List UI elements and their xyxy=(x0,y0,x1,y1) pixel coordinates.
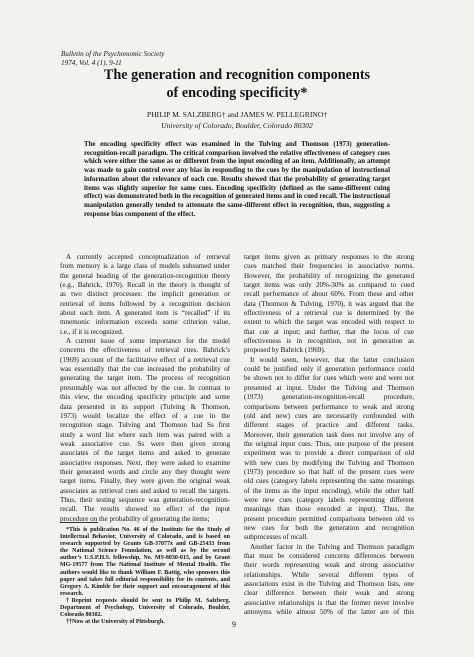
footnote-divider xyxy=(60,522,98,523)
body-text-line: their generated words and circle any they thought were xyxy=(60,467,230,476)
journal-name: Bulletin of the Psychonomic Society xyxy=(61,50,165,58)
body-text-line: presented at input. Under the Tulving and Thomson xyxy=(244,383,414,392)
body-text-line: that must be considered concerns differences between xyxy=(244,552,414,560)
article-title xyxy=(61,66,413,102)
body-text-line: A currently accepted conceptualization of retrieval xyxy=(66,253,230,261)
body-text-line: recall performance of about 60%. From these and other xyxy=(244,290,414,299)
body-text-line: this view, the encoding specificity principle and some xyxy=(60,393,230,402)
body-text-line: target items. Finally, they were given the original weak xyxy=(60,477,230,486)
body-text-line: comparisons between performance to weak and strong xyxy=(244,402,414,411)
body-text-line: concerns the effectiveness of retrieval cues. Bahrick’s xyxy=(60,346,230,355)
body-text-line: study a word list where each item was paired with a xyxy=(60,430,230,439)
body-text-line: associates as retrieval cues and asked to recall the targets. xyxy=(60,486,230,495)
body-text-line: associates of the target items and asked to generate xyxy=(60,449,230,458)
body-text-line: data presented in its support (Tulving & Thomson, xyxy=(60,402,230,411)
footnote-line: ††Now at the University of Pittsburgh. xyxy=(66,619,165,626)
body-text-line: proposed by Bahrick (1969). xyxy=(244,346,326,355)
body-text-line: experiment was to provide a direct comparison of old xyxy=(244,449,414,458)
page-number: 9 xyxy=(232,620,236,629)
body-text-line: cues matched their frequencies in associative norms. xyxy=(244,262,414,271)
body-text-line: from memory is a large class of models subsumed under xyxy=(60,262,230,271)
body-text-line: weak associative cue. Ss were then given strong xyxy=(60,439,230,448)
body-text-line: clear difference between their weak and strong xyxy=(244,589,414,598)
body-text-line: Thus, their testing sequence was generation-recognition- xyxy=(60,495,230,504)
body-text-line: be shown not to differ for cues which were and were not xyxy=(244,374,414,383)
body-text-line: recall. The results showed no effect of the input xyxy=(60,505,230,514)
abstract: The encoding specificity effect was examined in the Tulving and Thomson (1973) generation-recognition-recall paradigm. The critical comparison involved the relative effectiveness of category cues which were either the same as or different from the input encoding of an item. Additionally, an attempt was made to gain control over any bias in responding to the cues by the manipulation of instructional information about the relevance of each cue. Results showed that the probability of generating target items was slightly superior for same cues. Encoding specificity (defined as the same-different cuing effect) was demonstrated both in the recognition of generated items and in cued recall. The instructional manipulation generally tended to attenuate the same-different effect in recognition, thus, suggesting a response bias component of the effect. xyxy=(84,141,390,218)
footnote-line: authors would like to thank William F. Battig, who sponsors this xyxy=(60,569,230,576)
body-text-line: target items given as primary responses to the strong xyxy=(244,253,414,261)
body-text-line: associative responses. Next, they were asked to examine xyxy=(60,458,230,467)
author-names: PHILIP M. SALZBERG† and JAMES W. PELLEGRINO† xyxy=(146,110,328,119)
body-text-line: old cues (category labels representing the same meanings xyxy=(244,477,414,486)
body-text-line: A current issue of some importance for the model xyxy=(66,337,230,346)
body-text-line: associations exist in the Tulving and Thomson lists, one xyxy=(244,580,414,589)
body-text-line: (1969) account of the facilitative effect of a retrieval cue xyxy=(60,355,230,364)
body-text-line: with new cues by modifying the Tulving and Thomson xyxy=(244,458,414,467)
footnote-line: *This is publication No. 46 of the Institute for the Study of xyxy=(66,527,230,533)
body-text-line: (old and new) cues are necessarily confounded with xyxy=(244,411,414,420)
footnote-line: Colorado 80302. xyxy=(60,612,102,619)
body-text-line: were new cues (category labels representing different xyxy=(244,495,414,504)
body-text-line: (1973) generation-recognition-recall procedure, xyxy=(244,393,414,402)
body-text-line: the original input cues. Thus, one purpose of the present xyxy=(244,439,414,448)
footnotes xyxy=(60,527,230,626)
body-text-line: It would seem, however, that the latter conclusion xyxy=(250,355,414,364)
body-text-line: about each item. A generated item is “recalled” if its xyxy=(60,309,230,318)
body-text-line: could be justified only if generation performance could xyxy=(244,365,414,374)
body-text-line: recognition stage. Tulving and Thomson had Ss first xyxy=(60,421,230,430)
body-text-line: target items was only 20%-30% as compared to cued xyxy=(244,281,414,290)
body-text-line: effectiveness is in recognition, not in generation as xyxy=(244,337,414,346)
footnote-line: research supported by Grants GB-37077x and GB-25433 from xyxy=(60,541,230,548)
left-column-body xyxy=(60,253,230,524)
footnote-line: MG-19577 from The National Institute of Mental Health. The xyxy=(60,562,230,569)
body-text-line: generating the target item. The process of recognition xyxy=(60,374,230,383)
body-text-line: presumably was not affected by the cue. In contrast to xyxy=(60,383,230,392)
body-text-line: subprocesses of recall. xyxy=(244,533,309,542)
body-text-line: that cue at input; and further, that the locus of cue xyxy=(244,327,414,336)
footnote-line: Intellectual Behavior, University of Colorado, and is based on xyxy=(60,534,230,541)
footnote-line: †Reprint requests should be sent to Philip M. Salzberg, xyxy=(66,597,230,604)
body-text-line: relationships. While several different types of xyxy=(244,570,414,579)
footnote-line: Gregory A. Kimble for their support and encouragement of this xyxy=(60,583,230,590)
body-text-line: retrieval of items followed by a recognition decision xyxy=(60,299,230,308)
footnote-line: paper and takes full editorial responsibility for its contents, and xyxy=(60,576,230,583)
body-text-line: the general heading of the generation-recognition theory xyxy=(60,271,230,280)
body-text-line: their words representing weak and strong associative xyxy=(244,561,414,570)
footnote-line: author’s U.S.P.H.S. fellowship, No. MS-8030-015, and by Grant xyxy=(60,555,230,562)
body-text-line: (e.g., Bahrick, 1970). Recall in the theory is thought of xyxy=(60,281,230,290)
body-text-line: Moreover, their generation task does not involve any of xyxy=(244,430,414,439)
body-text-line: procedure on the probability of generating the items; xyxy=(60,514,210,523)
footnote-line: Department of Psychology, University of Colorado, Boulder, xyxy=(60,605,230,612)
body-text-line: was essentially that the cue increased the probability of xyxy=(60,365,230,374)
body-text-line: data (Thomson & Tulving, 1970), it was argued that the xyxy=(244,299,414,308)
body-text-line: extent to which the target was encoded with respect to xyxy=(244,318,414,327)
body-text-line: meanings than those encoded at input). Thus, the xyxy=(244,505,414,514)
right-column-body xyxy=(244,253,414,617)
footnote-line: the National Science Foundation, as well as by the second xyxy=(60,548,230,555)
footnote-line: research. xyxy=(60,590,84,597)
author-affiliation: University of Colorado, Boulder, Colorado 80302 xyxy=(161,121,313,130)
body-text-line: of the items as the input encoding), while the other half xyxy=(244,486,414,495)
body-text-line: antonyms while almost 50% of the latter are of this xyxy=(244,608,414,617)
body-text-line: effectiveness of a retrieval cue is determined by the xyxy=(244,309,414,318)
body-text-line: Another factor in the Tulving and Thomson paradigm xyxy=(250,542,414,551)
body-text-line: (1973) procedure so that half of the present cues were xyxy=(244,467,414,476)
body-text-line: as two distinct processes: the implicit generation or xyxy=(60,290,230,299)
body-text-line: different stages of practice and different tasks. xyxy=(244,421,414,430)
body-text-line: However, the probability of recognizing the generated xyxy=(244,271,414,280)
body-text-line: 1973) would localize the effect of a cue in the xyxy=(60,411,230,420)
body-text-line: present procedure permitted comparisons between old vs xyxy=(244,514,414,523)
journal-issue: 1974, Vol. 4 (1), 9-11 xyxy=(61,59,122,67)
title-line-2: of encoding specificity* xyxy=(166,85,308,101)
body-text-line: i.e., if it is recognized. xyxy=(60,327,124,336)
title-line-1: The generation and recognition components xyxy=(103,67,371,83)
body-text-line: new cues for both the generation and recognition xyxy=(244,523,414,532)
body-text-line: associative relationships is that the former never involve xyxy=(244,598,414,607)
body-text-line: mnemonic information exceeds some criterion value, xyxy=(60,318,230,327)
